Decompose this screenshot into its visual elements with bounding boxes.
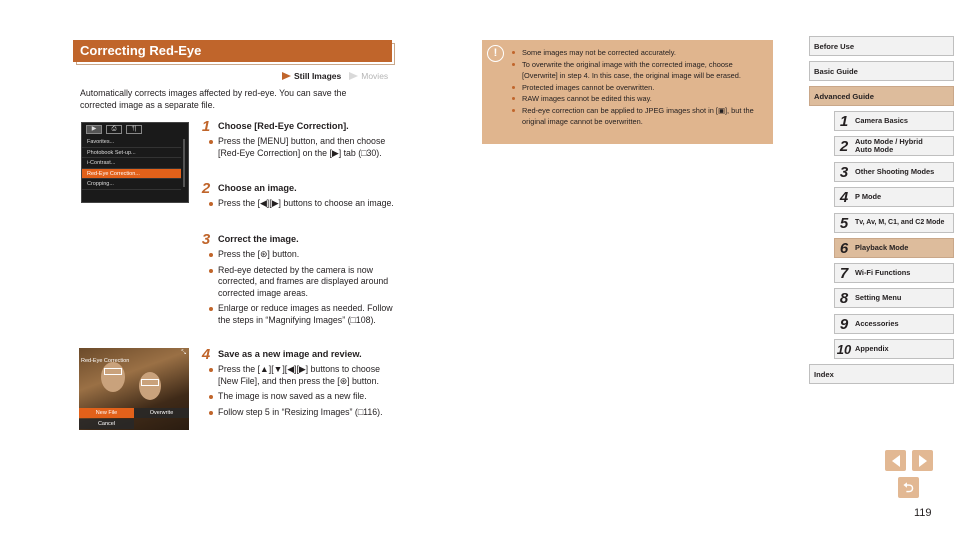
chapter-label: Playback Mode xyxy=(855,242,909,252)
preview-label: Red-Eye Correction xyxy=(81,358,130,364)
page-number: 119 xyxy=(914,507,932,519)
camera-preview-screen xyxy=(79,348,189,430)
step-bullet: Press the [▲][▼][◀][▶] buttons to choose [New File], and then press the [⊛] button. xyxy=(209,364,400,387)
still-images-label: Still Images xyxy=(294,71,342,81)
face-image xyxy=(101,362,125,392)
step-bullet: Follow step 5 in “Resizing Images” (□116). xyxy=(209,407,400,419)
step-bullet: Press the [⊛] button. xyxy=(209,249,400,261)
step-title: Correct the image. xyxy=(218,234,299,244)
nav-chapter-setting-menu[interactable] xyxy=(834,288,954,308)
camera-menu-tabs xyxy=(82,123,188,137)
nav-advanced-guide[interactable]: Advanced Guide xyxy=(809,86,954,106)
chapter-number: 8 xyxy=(839,289,849,307)
chapter-number: 6 xyxy=(839,239,849,257)
mode-tags xyxy=(282,71,388,81)
step-title: Save as a new image and review. xyxy=(218,349,362,359)
chapter-label: Wi-Fi Functions xyxy=(855,267,911,277)
step-number: 3 xyxy=(201,230,211,248)
playback-tab-icon: ▶ xyxy=(86,125,102,134)
step-bullet: Enlarge or reduce images as needed. Follow the steps in “Magnifying Images” (□108). xyxy=(209,303,400,326)
step-bullet: The image is now saved as a new file. xyxy=(209,391,400,403)
chapter-label: Auto Mode / Hybrid Auto Mode xyxy=(855,136,923,154)
step-title: Choose [Red-Eye Correction]. xyxy=(218,121,349,131)
note-item: Protected images cannot be overwritten. xyxy=(512,82,764,94)
nav-chapter-playback[interactable] xyxy=(834,238,954,258)
page-title: Correcting Red-Eye xyxy=(73,40,392,62)
note-item: Some images may not be corrected accurately. xyxy=(512,47,764,59)
preview-buttons xyxy=(79,408,189,418)
print-tab-icon: ⎙ xyxy=(106,125,122,134)
arrow-left-icon xyxy=(892,455,900,467)
chapter-number: 2 xyxy=(839,137,849,155)
return-icon: ⮌ xyxy=(903,480,914,495)
chapter-label: Other Shooting Modes xyxy=(855,166,935,176)
camera-menu-row: Cropping... xyxy=(82,179,181,190)
step-4 xyxy=(200,347,400,422)
next-page-button[interactable] xyxy=(912,450,933,471)
chapter-number: 5 xyxy=(839,214,849,232)
triangle-icon xyxy=(349,72,358,80)
camera-menu-row-selected: Red-Eye Correction... xyxy=(82,169,181,180)
nav-chapter-tv-av-m[interactable] xyxy=(834,213,954,233)
face-image xyxy=(139,372,161,400)
step-number: 1 xyxy=(201,117,211,135)
camera-menu-scrollbar xyxy=(183,139,185,187)
chapter-number: 3 xyxy=(839,163,849,181)
note-item: Red-eye correction can be applied to JPEG images shot in [▣], but the original image cannot be overwritten. xyxy=(512,105,764,128)
note-item: To overwrite the original image with the corrected image, choose [Overwrite] in step 4. In this case, the original image will be erased. xyxy=(512,59,764,82)
still-images-tag xyxy=(282,71,341,81)
chapter-label: Setting Menu xyxy=(855,292,902,302)
chapter-number: 1 xyxy=(839,112,849,130)
intro-text: Automatically corrects images affected by red-eye. You can save the corrected image as a separate file. xyxy=(80,88,347,110)
chapter-label: Accessories xyxy=(855,318,899,328)
triangle-icon xyxy=(282,72,291,80)
note-item: RAW images cannot be edited this way. xyxy=(512,93,764,105)
step-2 xyxy=(200,181,400,214)
overwrite-button: Overwrite xyxy=(134,408,189,418)
camera-menu-row: Photobook Set-up... xyxy=(82,148,181,159)
step-title: Choose an image. xyxy=(218,183,297,193)
zoom-icon: ⤡ xyxy=(181,350,186,356)
previous-page-button[interactable] xyxy=(885,450,906,471)
title-block xyxy=(73,40,395,65)
return-button[interactable] xyxy=(898,477,919,498)
chapter-number: 7 xyxy=(839,264,849,282)
nav-index[interactable]: Index xyxy=(809,364,954,384)
chapter-number: 10 xyxy=(836,341,852,357)
nav-before-use[interactable]: Before Use xyxy=(809,36,954,56)
arrow-right-icon xyxy=(919,455,927,467)
nav-chapter-p-mode[interactable] xyxy=(834,187,954,207)
camera-menu-screen xyxy=(81,122,189,203)
nav-chapter-other-shooting[interactable] xyxy=(834,162,954,182)
nav-chapter-accessories[interactable] xyxy=(834,314,954,334)
correction-frame xyxy=(141,379,159,386)
cancel-button: Cancel xyxy=(79,419,134,429)
step-3 xyxy=(200,232,400,330)
nav-chapter-auto-mode[interactable] xyxy=(834,136,954,156)
chapter-label: Appendix xyxy=(855,343,889,353)
nav-chapter-appendix[interactable] xyxy=(834,339,954,359)
step-number: 4 xyxy=(201,345,211,363)
camera-menu-row: i-Contrast... xyxy=(82,158,181,169)
chapter-label: Tv, Av, M, C1, and C2 Mode xyxy=(855,218,945,226)
camera-menu-row: Favorites... xyxy=(82,137,181,148)
movies-tag xyxy=(349,71,388,81)
new-file-button: New File xyxy=(79,408,134,418)
caution-icon: ! xyxy=(487,45,504,62)
settings-tab-icon: †| xyxy=(126,125,142,134)
nav-chapter-wifi[interactable] xyxy=(834,263,954,283)
nav-chapter-camera-basics[interactable] xyxy=(834,111,954,131)
caution-note xyxy=(482,40,773,144)
movies-label: Movies xyxy=(361,71,389,81)
step-bullet: Press the [◀][▶] buttons to choose an image. xyxy=(209,198,400,210)
chapter-number: 4 xyxy=(839,188,849,206)
correction-frame xyxy=(104,368,122,375)
chapter-label: Camera Basics xyxy=(855,115,909,125)
step-number: 2 xyxy=(201,179,211,197)
chapter-number: 9 xyxy=(839,315,849,333)
step-1 xyxy=(200,119,400,163)
nav-basic-guide[interactable]: Basic Guide xyxy=(809,61,954,81)
chapter-label: P Mode xyxy=(855,191,882,201)
step-bullet: Press the [MENU] button, and then choose [Red-Eye Correction] on the [▶] tab (□30). xyxy=(209,136,400,159)
step-bullet: Red-eye detected by the camera is now corrected, and frames are displayed around corrected image areas. xyxy=(209,265,400,300)
